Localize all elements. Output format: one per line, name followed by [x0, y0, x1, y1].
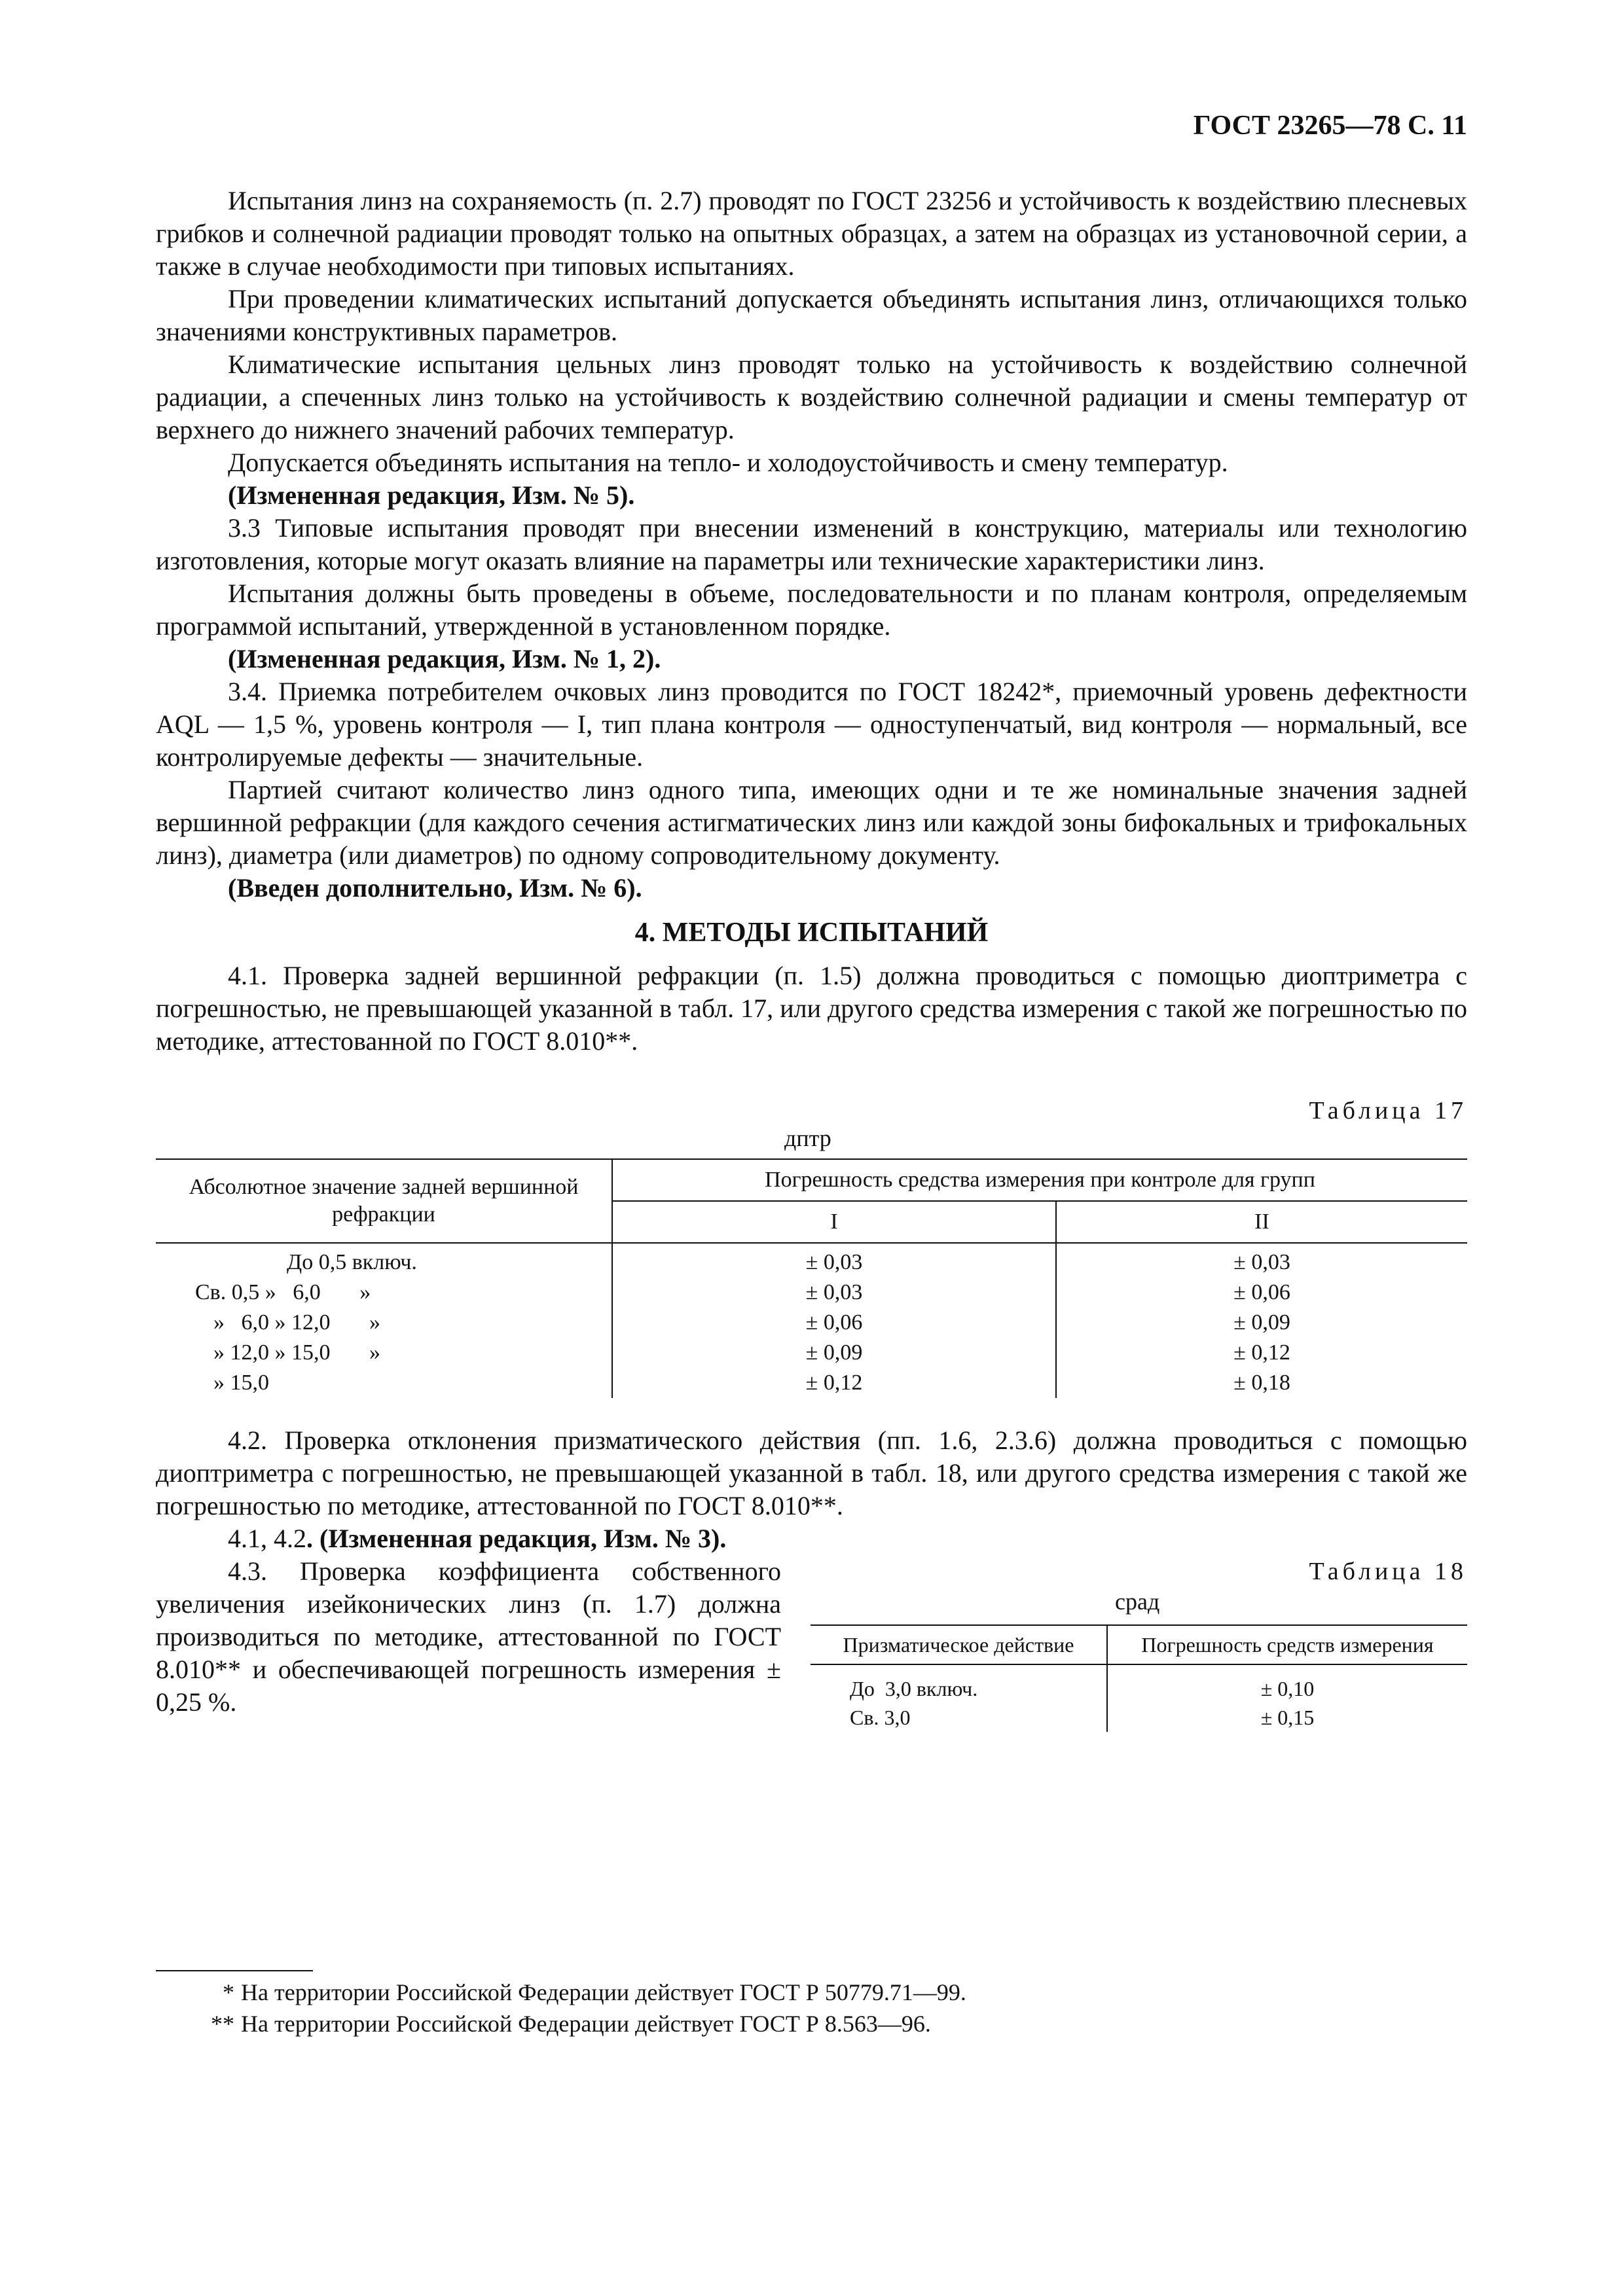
amendment-note: (Измененная редакция, Изм. № 5).: [228, 480, 635, 510]
paragraph: Партией считают количество линз одного типа, имеющих одни и те же номинальные значения задней вершинной рефракции (для каждого сечения астигматических линз или каждой зоны бифокальных и трифокальных линз), диаметра (или диаметров) по одному сопроводительному документу.: [156, 775, 1467, 870]
t17-range: » 12,0 » 15,0 »: [156, 1338, 612, 1368]
t17-g2: ± 0,12: [1056, 1338, 1467, 1368]
paragraph-4-2: 4.2. Проверка отклонения призматического действия (пп. 1.6, 2.3.6) должна проводиться с помощью диоптриметра с погрешностью, не превышающей указанной в табл. 18, или другого средства измерения с такой же погрешностью по методике, аттестованной по ГОСТ 8.010**.: [156, 1426, 1467, 1520]
t17-g2: ± 0,09: [1056, 1308, 1467, 1338]
paragraph: Допускается объединять испытания на тепло- и холодоустойчивость и смену температур.: [228, 448, 1228, 477]
table-row: [156, 1278, 1467, 1308]
paragraph-4-3: 4.3. Проверка коэффициента собственного увеличения изейконических линз (п. 1.7) должна производиться по методике, аттестованной по ГОСТ 8.010** и обеспечивающей погрешность измерения ± 0,25 %.: [156, 1556, 781, 1717]
table-18-caption: Таблица 18: [1309, 1558, 1467, 1585]
t17-g1: ± 0,03: [612, 1278, 1056, 1308]
footnotes: [156, 1977, 966, 2039]
footnote-mark: **: [211, 2011, 234, 2037]
footnote-text: На территории Российской Федерации действует ГОСТ Р 8.563—96.: [241, 2011, 931, 2037]
table-17-unit: дптр: [784, 1125, 831, 1151]
t17-range: » 6,0 » 12,0 »: [156, 1308, 612, 1338]
t18-col-error-header: Погрешность средств измерения: [1107, 1625, 1467, 1664]
table-row: [811, 1703, 1467, 1732]
t17-g2: ± 0,18: [1056, 1368, 1467, 1398]
t17-group-2-header: II: [1056, 1201, 1467, 1243]
t17-g1: ± 0,12: [612, 1368, 1056, 1398]
table-row: [811, 1664, 1467, 1703]
table-row: [156, 1243, 1467, 1278]
table-17-caption: Таблица 17: [1309, 1097, 1467, 1124]
two-column-block: [156, 1555, 1467, 1751]
amendment-note: (Измененная редакция, Изм. № 1, 2).: [228, 644, 661, 673]
section-title: 4. МЕТОДЫ ИСПЫТАНИЙ: [634, 918, 989, 948]
t17-group-1-header: I: [612, 1201, 1056, 1243]
paragraph: При проведении климатических испытаний допускается объединять испытания линз, отличающихся только значениями конструктивных параметров.: [156, 284, 1467, 346]
paragraph: 3.3 Типовые испытания проводят при внесении изменений в конструкцию, материалы или технологию изготовления, которые могут оказать влияние на параметры или технические характеристики линз.: [156, 513, 1467, 575]
right-column: [811, 1555, 1467, 1732]
page-header: ГОСТ 23265—78 С. 11: [1193, 111, 1467, 141]
paragraph: Испытания линз на сохраняемость (п. 2.7) проводят по ГОСТ 23256 и устойчивость к воздействию плесневых грибков и солнечной радиации проводят только на опытных образцах, а затем на образцах из установочной серии, а также в случае необходимости при типовых испытаниях.: [156, 186, 1467, 281]
t17-g1: ± 0,09: [612, 1338, 1056, 1368]
t17-range: Св. 0,5 » 6,0 »: [156, 1278, 612, 1308]
t18-range: До 3,0 включ.: [850, 1677, 978, 1700]
t17-col-range-header: Абсолютное значение задней вершинной рефракции: [156, 1159, 612, 1243]
t18-err: ± 0,15: [1107, 1703, 1467, 1732]
left-column: [156, 1555, 781, 1719]
table-row: [156, 1308, 1467, 1338]
t18-range: Св. 3,0: [850, 1706, 911, 1729]
document-body: [156, 185, 1467, 1751]
paragraph-4-1: 4.1. Проверка задней вершинной рефракции (п. 1.5) должна проводиться с помощью диоптриметра с погрешностью, не превышающей указанной в табл. 17, или другого средства измерения с такой же погрешностью по методике, аттестованной по ГОСТ 8.010**.: [156, 961, 1467, 1056]
table-18-unit: срад: [1115, 1588, 1160, 1615]
footnote-mark: *: [223, 1979, 234, 2005]
t17-g2: ± 0,03: [1056, 1243, 1467, 1278]
footnote-text: На территории Российской Федерации действует ГОСТ Р 50779.71—99.: [241, 1979, 966, 2005]
t17-range: До 0,5 включ.: [156, 1243, 612, 1278]
t17-g1: ± 0,06: [612, 1308, 1056, 1338]
paragraph: Испытания должны быть проведены в объеме, последовательности и по планам контроля, определяемым программой испытаний, утвержденной в установленном порядке.: [156, 579, 1467, 641]
paragraph: Климатические испытания цельных линз проводят только на устойчивость к воздействию солнечной радиации, а спеченных линз только на устойчивость к воздействию солнечной радиации и смены температур от верхнего до нижнего значений рабочих температур.: [156, 350, 1467, 444]
amendment-4-1-4-2: [156, 1522, 1467, 1555]
paragraph: 3.4. Приемка потребителем очковых линз проводится по ГОСТ 18242*, приемочный уровень дефектности AQL — 1,5 %, уровень контроля — I, тип плана контроля — одноступенчатый, вид контроля — нормальный, все контролируемые дефекты — значительные.: [156, 677, 1467, 772]
t17-range: » 15,0: [156, 1368, 612, 1398]
t17-g1: ± 0,03: [612, 1243, 1056, 1278]
amendment-note: (Введен дополнительно, Изм. № 6).: [228, 873, 642, 903]
footnote: [156, 2008, 966, 2039]
table-row: [156, 1338, 1467, 1368]
table-row: [156, 1368, 1467, 1398]
t18-col-action-header: Призматическое действие: [811, 1625, 1107, 1664]
table-17: [156, 1158, 1467, 1398]
t17-group-header: Погрешность средства измерения при контроле для групп: [612, 1159, 1467, 1201]
footnote: [156, 1977, 966, 2008]
t17-g2: ± 0,06: [1056, 1278, 1467, 1308]
table-18: [811, 1624, 1467, 1732]
footnote-divider: [156, 1970, 313, 1971]
amendment-bold: . (Измененная редакция, Изм. № 3).: [306, 1524, 727, 1553]
t18-err: ± 0,10: [1107, 1664, 1467, 1703]
amendment-prefix: 4.1, 4.2: [228, 1524, 306, 1553]
